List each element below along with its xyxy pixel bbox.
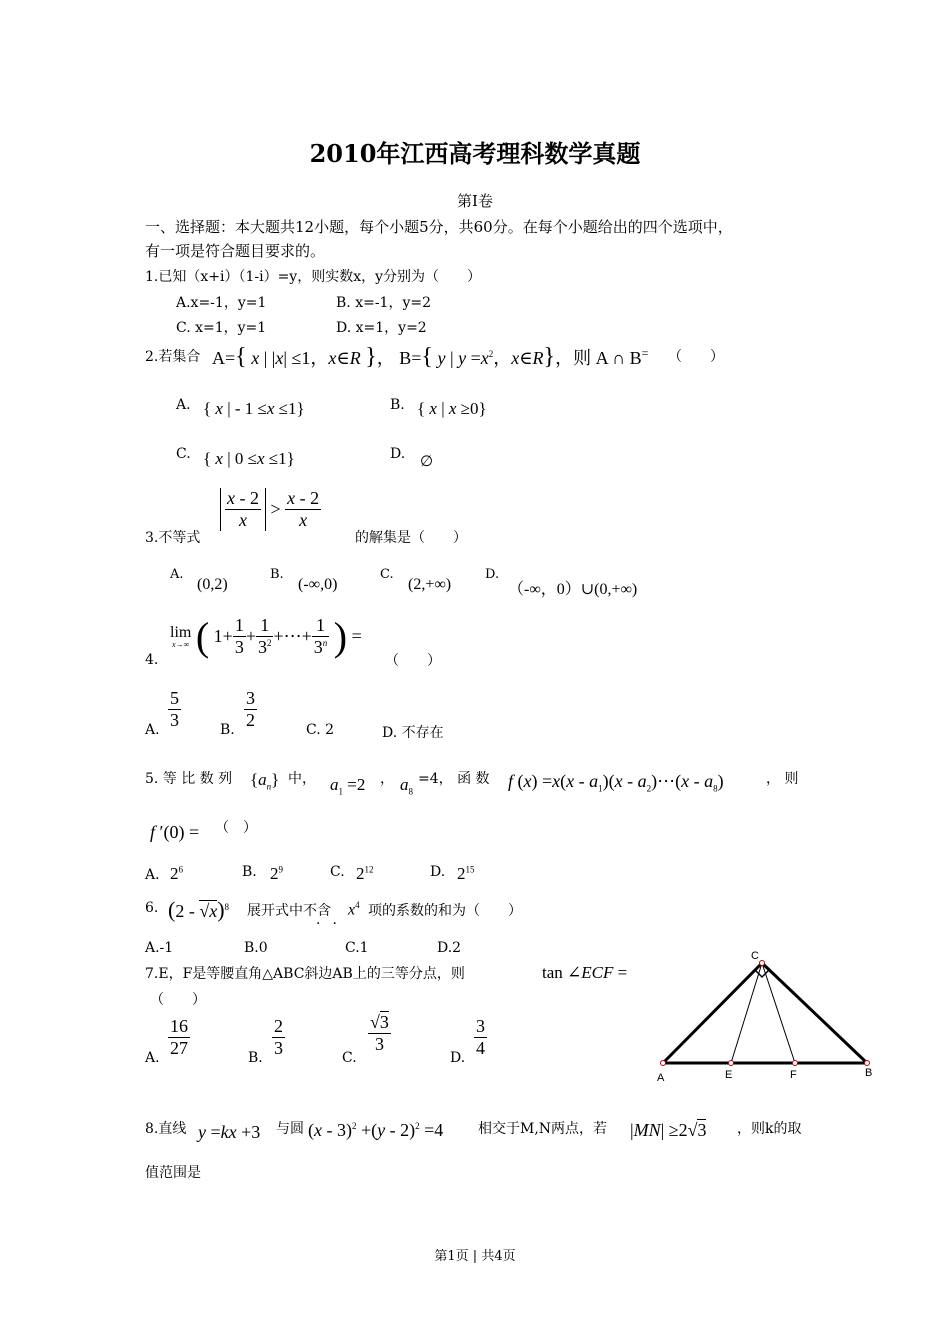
q4-a-label: A.	[145, 722, 160, 738]
q5-sequence: $\{a_n\}$	[250, 770, 280, 792]
q1-option-d: D. x=1，y=2	[336, 320, 427, 336]
q5-a1: $a_1 =2$	[330, 775, 366, 797]
q3-b-label: B.	[270, 567, 284, 582]
page-footer: 第1页 | 共4页	[434, 1249, 516, 1264]
q5-stem-end: ， 则	[766, 771, 799, 787]
q7-paren: （ ）	[150, 992, 206, 1008]
q6-option-b: B.0	[244, 940, 268, 956]
q5-stem-pre: 5. 等 比 数 列	[145, 771, 233, 787]
q2-c-set: { x | 0 ≤x ≤1}	[203, 449, 295, 468]
q2-b-set: { x | x ≥0}	[417, 399, 487, 418]
q7-tan-ecf: tan ∠ECF =	[542, 963, 628, 982]
q6-num: 6.	[145, 900, 159, 916]
q7-b-frac: $\frac{2}{3}$	[274, 1016, 283, 1058]
q3-inequality: $\frac{x - 2}{x}$ > $\frac{x - 2}{x}$	[220, 488, 321, 531]
q5-c-label: C.	[330, 864, 345, 880]
q1-stem: 1.已知（x+i）（1-i）=y，则实数x，y分别为（ ）	[145, 269, 482, 285]
q8-line2: 值范围是	[145, 1165, 201, 1181]
q7-d-label: D.	[450, 1050, 466, 1066]
q4-option-d: D. 不存在	[382, 725, 444, 741]
q6-option-a: A.-1	[145, 940, 174, 956]
label-f: F	[790, 1069, 797, 1081]
section-heading: 第Ⅰ卷	[457, 192, 493, 210]
intro-line1: 一、选择题：本大题共12小题，每个小题5分，共60分。在每个小题给出的四个选项中，	[145, 218, 733, 236]
right-angle-mark	[755, 970, 769, 977]
q7-d-frac: $\frac{3}{4}$	[476, 1016, 485, 1058]
q5-d-label: D.	[430, 864, 446, 880]
q4-paren: （ ）	[385, 653, 441, 669]
q5-stem-mid2: ，	[380, 771, 394, 787]
q8-end: ，则k的取	[737, 1121, 802, 1137]
q8-circle-eq: (x - 3)$^2$ +(y - 2)$^2$ =4	[308, 1120, 444, 1140]
intro-line2: 有一项是符合题目要求的。	[145, 242, 326, 260]
q4-limit-expression: lim x→∞ ( 1+ $\frac{1}{3}$ + $\frac{1}{3^2}$ +⋯+ $\frac{1}{3^n}$ ) =	[170, 614, 362, 659]
q3-a-val: (0,2)	[197, 576, 228, 593]
q5-c-val: $2^{12}$	[356, 864, 374, 883]
q8-line-eq: y =kx +3	[198, 1122, 261, 1142]
q6-text2: 项的系数的和为（ ）	[368, 903, 522, 919]
q5-function: f $(x) =x(x - a_1)(x$ - $a_2)\cdots(x - a_8)$	[508, 771, 724, 794]
q4-b-frac: $\frac{3}{2}$	[246, 688, 255, 730]
q7-a-label: A.	[145, 1050, 160, 1066]
q2-num: 2.若集合	[145, 349, 201, 365]
side-ca	[663, 963, 762, 1063]
q6-emphasis-dots: ··	[316, 916, 349, 932]
q3-suffix: 的解集是（ ）	[355, 530, 467, 546]
q8-mid2: 相交于M,N两点，若	[478, 1121, 608, 1137]
q6-option-d: D.2	[437, 940, 462, 956]
q2-d-emptyset: ∅	[420, 454, 434, 470]
q5-stem-mid: 中，	[288, 771, 316, 787]
q3-d-val: （-∞，0）∪(0,+∞)	[508, 581, 638, 598]
point-e	[729, 1061, 734, 1066]
q5-paren: （ ）	[215, 820, 257, 836]
q5-a8: $a_8$	[400, 775, 413, 797]
q5-fprime: f ′(0) =	[150, 822, 200, 842]
q5-a-label: A．	[145, 867, 170, 883]
q3-d-label: D.	[485, 567, 500, 582]
q7-b-label: B.	[248, 1050, 263, 1066]
point-f	[793, 1061, 798, 1066]
q7-a-frac: $\frac{16}{27}$	[170, 1016, 188, 1058]
q2-sets-formula: A={ x | |x| ≤1，x∈R }， B={ y | $y =x^2$，x∈R}，则 A ∩ B=	[212, 344, 649, 370]
q5-b-val: $2^9$	[270, 864, 283, 883]
point-c	[760, 961, 765, 966]
q2-a-set: { x | - 1 ≤x ≤1}	[203, 399, 305, 418]
point-b	[865, 1061, 870, 1066]
q5-stem-mid3: =4， 函 数	[418, 771, 490, 787]
label-a: A	[657, 1072, 665, 1084]
label-b: B	[865, 1067, 873, 1079]
q4-option-c: C. 2	[306, 722, 335, 738]
q1-option-a: A.x=-1，y=1	[176, 295, 267, 311]
page-title: 2010年江西高考理科数学真题	[309, 139, 641, 168]
q1-option-c: C. x=1，y=1	[176, 320, 267, 336]
side-cb	[762, 963, 867, 1063]
q6-text: 展开式中不含	[247, 903, 331, 919]
q7-c-frac: $\frac{√3}{3}$	[370, 1012, 389, 1054]
q8-mn-condition: |MN| ≥2√3	[630, 1120, 707, 1140]
q3-b-val: (-∞,0)	[298, 576, 338, 593]
q7-triangle-figure	[645, 945, 885, 1085]
q2-d-label: D.	[390, 446, 406, 462]
q5-d-val: $2^{15}$	[457, 864, 475, 883]
point-a	[661, 1061, 666, 1066]
q4-b-label: B.	[220, 722, 235, 738]
q1-option-b: B. x=-1，y=2	[336, 295, 431, 311]
q2-a-label: A.	[176, 397, 191, 413]
q4-num: 4.	[145, 652, 159, 668]
label-c: C	[751, 950, 759, 962]
label-e: E	[725, 1069, 733, 1081]
q5-b-label: B.	[242, 864, 257, 880]
q8-mid: 与圆	[276, 1121, 304, 1137]
q3-c-val: (2,+∞)	[408, 576, 452, 593]
q2-tail: （ ）	[668, 349, 724, 365]
q4-a-frac: $\frac{5}{3}$	[170, 688, 179, 730]
q7-c-label: C.	[342, 1050, 357, 1066]
q3-num: 3.不等式	[145, 530, 201, 546]
q2-c-label: C.	[176, 446, 191, 462]
q3-a-label: A.	[170, 567, 184, 582]
q8-num: 8.直线	[145, 1121, 187, 1137]
q6-binomial: (2 - √x)$^8$	[168, 897, 230, 922]
q2-b-label: B.	[390, 397, 405, 413]
q5-a-val: $2^6$	[170, 864, 183, 883]
q6-option-c: C.1	[345, 940, 369, 956]
q7-stem: 7.E，F是等腰直角△ABC斜边AB上的三等分点，则	[145, 966, 465, 982]
q3-c-label: C.	[380, 567, 394, 582]
q6-x4: $x^4$	[348, 900, 360, 919]
